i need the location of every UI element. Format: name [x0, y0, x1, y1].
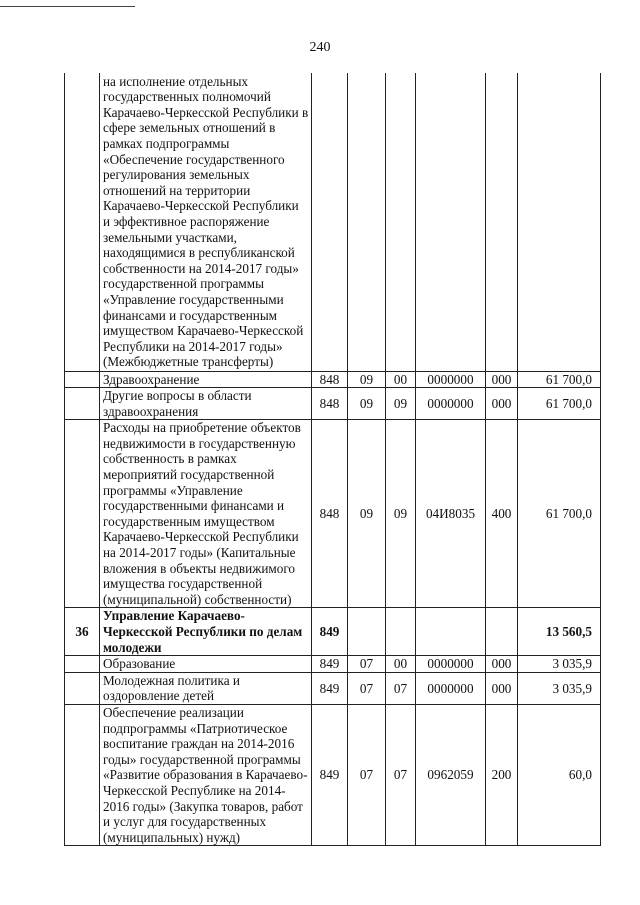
expense-type-cell: 000 [486, 388, 518, 420]
target-article-cell: 0000000 [416, 672, 486, 704]
table-row [65, 371, 601, 388]
subsection-code-cell [386, 73, 416, 371]
description-cell: Управление Карачаево-Черкесской Республики по делам молодежи [100, 608, 312, 656]
row-number-cell [65, 704, 100, 845]
section-code-cell [348, 608, 386, 656]
target-article-cell: 04И8035 [416, 420, 486, 608]
subsection-code-cell: 07 [386, 672, 416, 704]
amount-cell: 61 700,0 [518, 388, 601, 420]
section-code-cell: 09 [348, 420, 386, 608]
amount-cell: 61 700,0 [518, 420, 601, 608]
target-article-cell: 0962059 [416, 704, 486, 845]
description-cell: Расходы на приобретение объектов недвижимости в государственную собственность в рамках мероприятий государственной программы «Управление государственными финансами и государственным имуществом Карачаево-Черкесской Республики на 2014-2017 годы» (Капитальные вложения в объекты недвижимого имущества государственной (муниципальной) собственности) [100, 420, 312, 608]
description-cell: Здравоохранение [100, 371, 312, 388]
amount-cell: 3 035,9 [518, 672, 601, 704]
target-article-cell: 0000000 [416, 388, 486, 420]
row-number-cell [65, 388, 100, 420]
ved-code-cell [312, 73, 348, 371]
expense-type-cell: 000 [486, 656, 518, 673]
table-row [65, 73, 601, 371]
ved-code-cell: 848 [312, 388, 348, 420]
ved-code-cell: 849 [312, 704, 348, 845]
row-number-cell: 36 [65, 608, 100, 656]
ved-code-cell: 849 [312, 672, 348, 704]
subsection-code-cell: 07 [386, 704, 416, 845]
description-cell: Молодежная политика и оздоровление детей [100, 672, 312, 704]
expense-type-cell [486, 608, 518, 656]
target-article-cell [416, 608, 486, 656]
expense-type-cell: 000 [486, 672, 518, 704]
ved-code-cell: 848 [312, 420, 348, 608]
section-code-cell: 07 [348, 656, 386, 673]
section-code-cell: 09 [348, 371, 386, 388]
page-number: 240 [309, 40, 331, 55]
target-article-cell: 0000000 [416, 371, 486, 388]
target-article-cell: 0000000 [416, 656, 486, 673]
row-number-cell [65, 672, 100, 704]
table-row [65, 656, 601, 673]
subsection-code-cell [386, 608, 416, 656]
ved-code-cell: 849 [312, 608, 348, 656]
top-rule [0, 6, 135, 7]
table-row [65, 388, 601, 420]
amount-cell: 3 035,9 [518, 656, 601, 673]
ved-code-cell: 848 [312, 371, 348, 388]
subsection-code-cell: 00 [386, 656, 416, 673]
budget-table [64, 73, 601, 846]
description-cell: Другие вопросы в области здравоохранения [100, 388, 312, 420]
subsection-code-cell: 00 [386, 371, 416, 388]
amount-cell: 61 700,0 [518, 371, 601, 388]
expense-type-cell: 000 [486, 371, 518, 388]
expense-type-cell: 400 [486, 420, 518, 608]
amount-cell: 60,0 [518, 704, 601, 845]
description-cell: Образование [100, 656, 312, 673]
table-row [65, 420, 601, 608]
section-code-cell: 07 [348, 704, 386, 845]
description-cell: Обеспечение реализации подпрограммы «Патриотическое воспитание граждан на 2014-2016 годы» государственной программы «Развитие образования в Карачаево-Черкесской Республике на 2014-2016 годы» (Закупка товаров, работ и услуг для государственных (муниципальных) нужд) [100, 704, 312, 845]
table-row [65, 608, 601, 656]
amount-cell: 13 560,5 [518, 608, 601, 656]
amount-cell [518, 73, 601, 371]
description-cell: на исполнение отдельных государственных полномочий Карачаево-Черкесской Республики в сфере земельных отношений в рамках подпрограммы «Обеспечение государственного регулирования земельных отношений на территории Карачаево-Черкесской Республики и эффективное распоряжение земельными участками, находящимися в республиканской собственности на 2014-2017 годы» государственной программы «Управление государственными финансами и государственным имуществом Карачаево-Черкесской Республики на 2014-2017 годы» (Межбюджетные трансферты) [100, 73, 312, 371]
section-code-cell [348, 73, 386, 371]
expense-type-cell: 200 [486, 704, 518, 845]
section-code-cell: 09 [348, 388, 386, 420]
table-row [65, 672, 601, 704]
subsection-code-cell: 09 [386, 420, 416, 608]
row-number-cell [65, 371, 100, 388]
row-number-cell [65, 73, 100, 371]
table-row [65, 704, 601, 845]
subsection-code-cell: 09 [386, 388, 416, 420]
row-number-cell [65, 656, 100, 673]
row-number-cell [65, 420, 100, 608]
target-article-cell [416, 73, 486, 371]
section-code-cell: 07 [348, 672, 386, 704]
expense-type-cell [486, 73, 518, 371]
ved-code-cell: 849 [312, 656, 348, 673]
